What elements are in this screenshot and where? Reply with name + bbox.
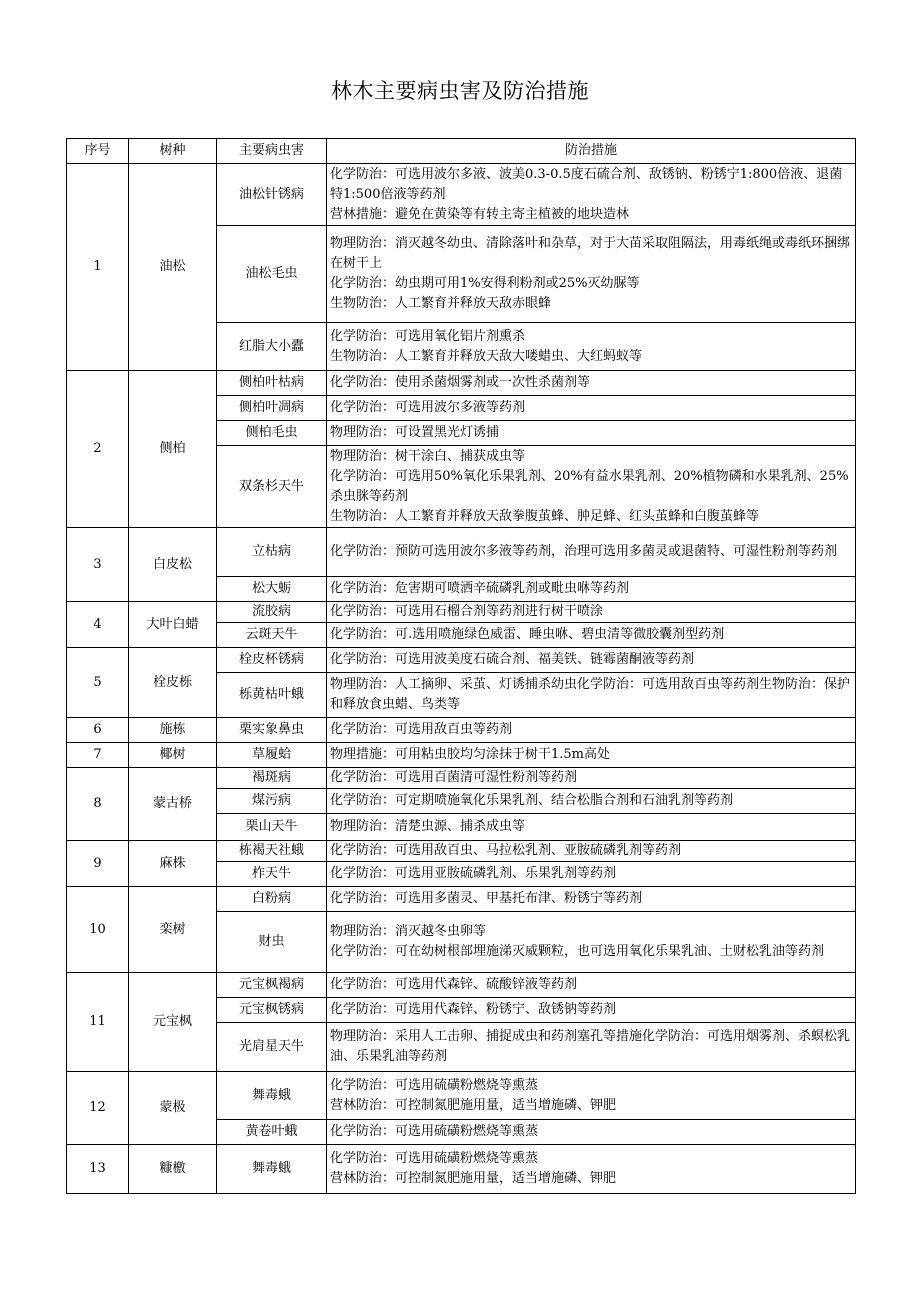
cell-pest: 流胶病 [217,602,327,623]
header-no: 序号 [67,139,129,164]
cell-tree-species: 白皮松 [129,528,217,602]
cell-pest: 侧柏叶枯病 [217,371,327,396]
table-row [67,887,856,912]
measure-line: 化学防治：可选用代森锌、粉锈宁、敌锈钠等药剂 [330,1002,617,1017]
cell-pest: 光肩星天牛 [217,1023,327,1072]
cell-pest: 元宝枫锈病 [217,998,327,1023]
header-pest: 主要病虫害 [217,139,327,164]
cell-tree-species: 栾树 [129,887,217,973]
cell-control-measures [327,371,856,396]
measure-line: 化学防治：可选用波尔多液、波美0.3-0.5度石硫合剂、敌锈钠、粉锈宁1:800倍液、退菌特1:500倍液等药剂 [330,166,843,202]
cell-serial-number: 13 [67,1145,129,1194]
measure-line: 化学防治：可选用敌百虫、马拉松乳剂、亚胺硫磷乳剂等药剂 [330,843,682,858]
cell-pest: 松大蛎 [217,577,327,602]
cell-serial-number: 5 [67,648,129,718]
cell-pest: 褐斑病 [217,768,327,789]
cell-control-measures [327,577,856,602]
cell-serial-number: 6 [67,718,129,743]
header-tree: 树种 [129,139,217,164]
cell-control-measures [327,998,856,1023]
cell-tree-species: 施栋 [129,718,217,743]
cell-pest: 双条杉天牛 [217,446,327,528]
cell-control-measures [327,164,856,226]
measure-line: 物理防治：消灭越冬虫卵等 [330,924,487,939]
cell-control-measures [327,1023,856,1072]
cell-pest: 栎黄枯叶蛾 [217,673,327,718]
cell-pest: 黄卷叶蛾 [217,1120,327,1145]
table-header-row [67,139,856,164]
cell-serial-number: 11 [67,973,129,1072]
pest-control-table [66,138,856,1194]
cell-control-measures [327,421,856,446]
measure-line: 化学防治：可.选用喷施绿色威雷、睡虫咻、碧虫清等微胶囊剂型药剂 [330,627,725,642]
measure-line: 化学防治：可在幼树根部埋施涕灭威颗粒，也可选用氧化乐果乳油、土财松乳油等药剂 [330,944,825,959]
measure-line: 物理防治：可设置黑光灯诱捕 [330,425,500,440]
cell-pest: 云斑天牛 [217,623,327,648]
measure-line: 化学防治：幼虫期可用1%安得利粉剂或25%灭幼脲等 [330,276,640,291]
cell-pest: 柞天牛 [217,862,327,887]
cell-pest: 栗山天牛 [217,814,327,841]
cell-serial-number: 12 [67,1072,129,1145]
table-row [67,841,856,862]
cell-control-measures [327,528,856,577]
cell-tree-species: 栓皮栎 [129,648,217,718]
measure-line: 化学防治：可选用代森锌、硫酸锌液等药剂 [330,977,578,992]
cell-tree-species: 蒙古桥 [129,768,217,841]
cell-control-measures [327,446,856,528]
cell-control-measures [327,912,856,973]
measure-line: 物理防治：消灭越冬幼虫、清除落叶和杂草，对于大苗采取阻隔法，用毒纸绳或毒纸环捆绑在树干上 [330,236,851,271]
cell-control-measures [327,396,856,421]
cell-tree-species: 大叶白蜡 [129,602,217,648]
cell-pest: 草履蛤 [217,743,327,768]
measure-line: 化学防治：可选用50%氧化乐果乳剂、20%有益水果乳剂、20%植物磷和水果乳剂、25%杀虫脒等药剂 [330,468,849,504]
table-row [67,768,856,789]
cell-tree-species: 蒙极 [129,1072,217,1145]
table-row [67,743,856,768]
cell-pest: 财虫 [217,912,327,973]
measure-line: 营林防治：可控制氮肥施用量，适当增施磷、钾肥 [330,1171,617,1186]
measure-line: 化学防治：可选用硫磺粉燃烧等熏蒸 [330,1124,539,1139]
measure-line: 物理防治：人工摘卵、采茧、灯诱捕杀幼虫化学防治：可选用敌百虫等药剂生物防治：保护和释放食虫蜡、鸟类等 [330,677,851,712]
measure-line: 化学防治：可选用氧化铝片剂熏杀 [330,328,526,344]
cell-control-measures [327,887,856,912]
cell-control-measures [327,1145,856,1194]
measure-line: 化学防治：可选用敌百虫等药剂 [330,722,513,737]
measure-line: 化学防治：可定期喷施氧化乐果乳剂、结合松脂合剂和石油乳剂等药剂 [330,793,734,808]
measure-line: 化学防治：使用杀菌烟雾剂或一次性杀菌剂等 [330,375,591,390]
cell-pest: 煤污病 [217,789,327,814]
cell-pest: 油松毛虫 [217,226,327,323]
cell-control-measures [327,673,856,718]
cell-control-measures [327,602,856,623]
cell-pest: 栗实象鼻虫 [217,718,327,743]
cell-control-measures [327,718,856,743]
cell-tree-species: 麻株 [129,841,217,887]
table-row [67,164,856,226]
measure-line: 化学防治：可选用亚胺硫磷乳剂、乐果乳剂等药剂 [330,866,617,881]
cell-pest: 栓皮杯锈病 [217,648,327,673]
cell-serial-number: 2 [67,371,129,528]
cell-tree-species: 元宝枫 [129,973,217,1072]
measure-line: 营林措施：避免在黄染等有转主寄主植被的地块造林 [330,206,630,222]
cell-pest: 侧柏毛虫 [217,421,327,446]
cell-pest: 元宝枫褐病 [217,973,327,998]
measure-line: 物理措施：可用粘虫胶均匀涂抹于树干1.5m高处 [330,747,611,762]
measure-line: 化学防治：可选用硫磺粉燃烧等熏蒸 [330,1077,539,1093]
cell-control-measures [327,862,856,887]
measure-line: 生物防治：人工繁育并释放天敌赤眼蜂 [330,296,552,311]
cell-pest: 舞毒蛾 [217,1072,327,1120]
cell-control-measures [327,226,856,323]
cell-pest: 油松针锈病 [217,164,327,226]
table-row [67,973,856,998]
measure-line: 物理防治：采用人工击卵、捕捉成虫和药剂塞孔等措施化学防治：可选用烟雾剂、杀螟松乳油、乐果乳油等药剂 [330,1029,851,1064]
measure-line: 营林防治：可控制氮肥施用量，适当增施磷、钾肥 [330,1097,617,1113]
measure-line: 物理防治：树干涂白、捕获成虫等 [330,448,526,464]
cell-pest: 侧柏叶凋病 [217,396,327,421]
cell-pest: 栋褐天社蛾 [217,841,327,862]
cell-tree-species: 侧柏 [129,371,217,528]
cell-serial-number: 8 [67,768,129,841]
cell-serial-number: 7 [67,743,129,768]
cell-control-measures [327,323,856,371]
cell-control-measures [327,648,856,673]
cell-serial-number: 10 [67,887,129,973]
cell-control-measures [327,841,856,862]
page-title: 林木主要病虫害及防治措施 [331,79,589,103]
measure-line: 化学防治：可选用波美度石硫合剂、福美铁、链霉菌酮液等药剂 [330,652,695,667]
cell-tree-species: 椰树 [129,743,217,768]
cell-control-measures [327,623,856,648]
measure-line: 化学防治：可选用百菌清可湿性粉剂等药剂 [330,770,578,785]
measure-line: 化学防治：预防可选用波尔多液等药剂，治理可选用多菌灵或退菌特、可湿性粉剂等药剂 [330,544,838,559]
cell-control-measures [327,789,856,814]
cell-control-measures [327,1120,856,1145]
cell-serial-number: 9 [67,841,129,887]
cell-control-measures [327,768,856,789]
cell-pest: 立枯病 [217,528,327,577]
table-row [67,528,856,577]
measure-line: 化学防治：可选用石榴合剂等药剂进行树干喷涂 [330,604,604,619]
measure-line: 化学防治：可选用硫磺粉燃烧等熏蒸 [330,1151,539,1166]
cell-serial-number: 4 [67,602,129,648]
measure-line: 生物防治：人工繁育并释放天敌拳腹茧蜂、肿足蜂、红头茧蜂和白腹茧蜂等 [330,508,760,524]
cell-control-measures [327,973,856,998]
cell-control-measures [327,1072,856,1120]
table-row [67,602,856,623]
cell-tree-species: 油松 [129,164,217,371]
table-row [67,1145,856,1194]
cell-tree-species: 糠檄 [129,1145,217,1194]
measure-line: 化学防治：危害期可喷洒辛硫磷乳剂或毗虫咻等药剂 [330,581,630,596]
cell-control-measures [327,743,856,768]
measure-line: 化学防治：可选用波尔多液等药剂 [330,400,526,415]
cell-pest: 白粉病 [217,887,327,912]
cell-control-measures [327,814,856,841]
cell-serial-number: 1 [67,164,129,371]
cell-serial-number: 3 [67,528,129,602]
measure-line: 生物防治：人工繁育并释放天敌大喽蜡虫、大红蚂蚁等 [330,348,643,364]
measure-line: 化学防治：可选用多菌灵、甲基托布津、粉锈宁等药剂 [330,891,643,906]
table-row [67,1072,856,1120]
table-row [67,371,856,396]
header-measure: 防治措施 [327,139,856,164]
measure-line: 物理防治：清楚虫源、捕杀成虫等 [330,819,526,834]
cell-pest: 红脂大小蠹 [217,323,327,371]
table-row [67,718,856,743]
cell-pest: 舞毒蛾 [217,1145,327,1194]
table-row [67,648,856,673]
